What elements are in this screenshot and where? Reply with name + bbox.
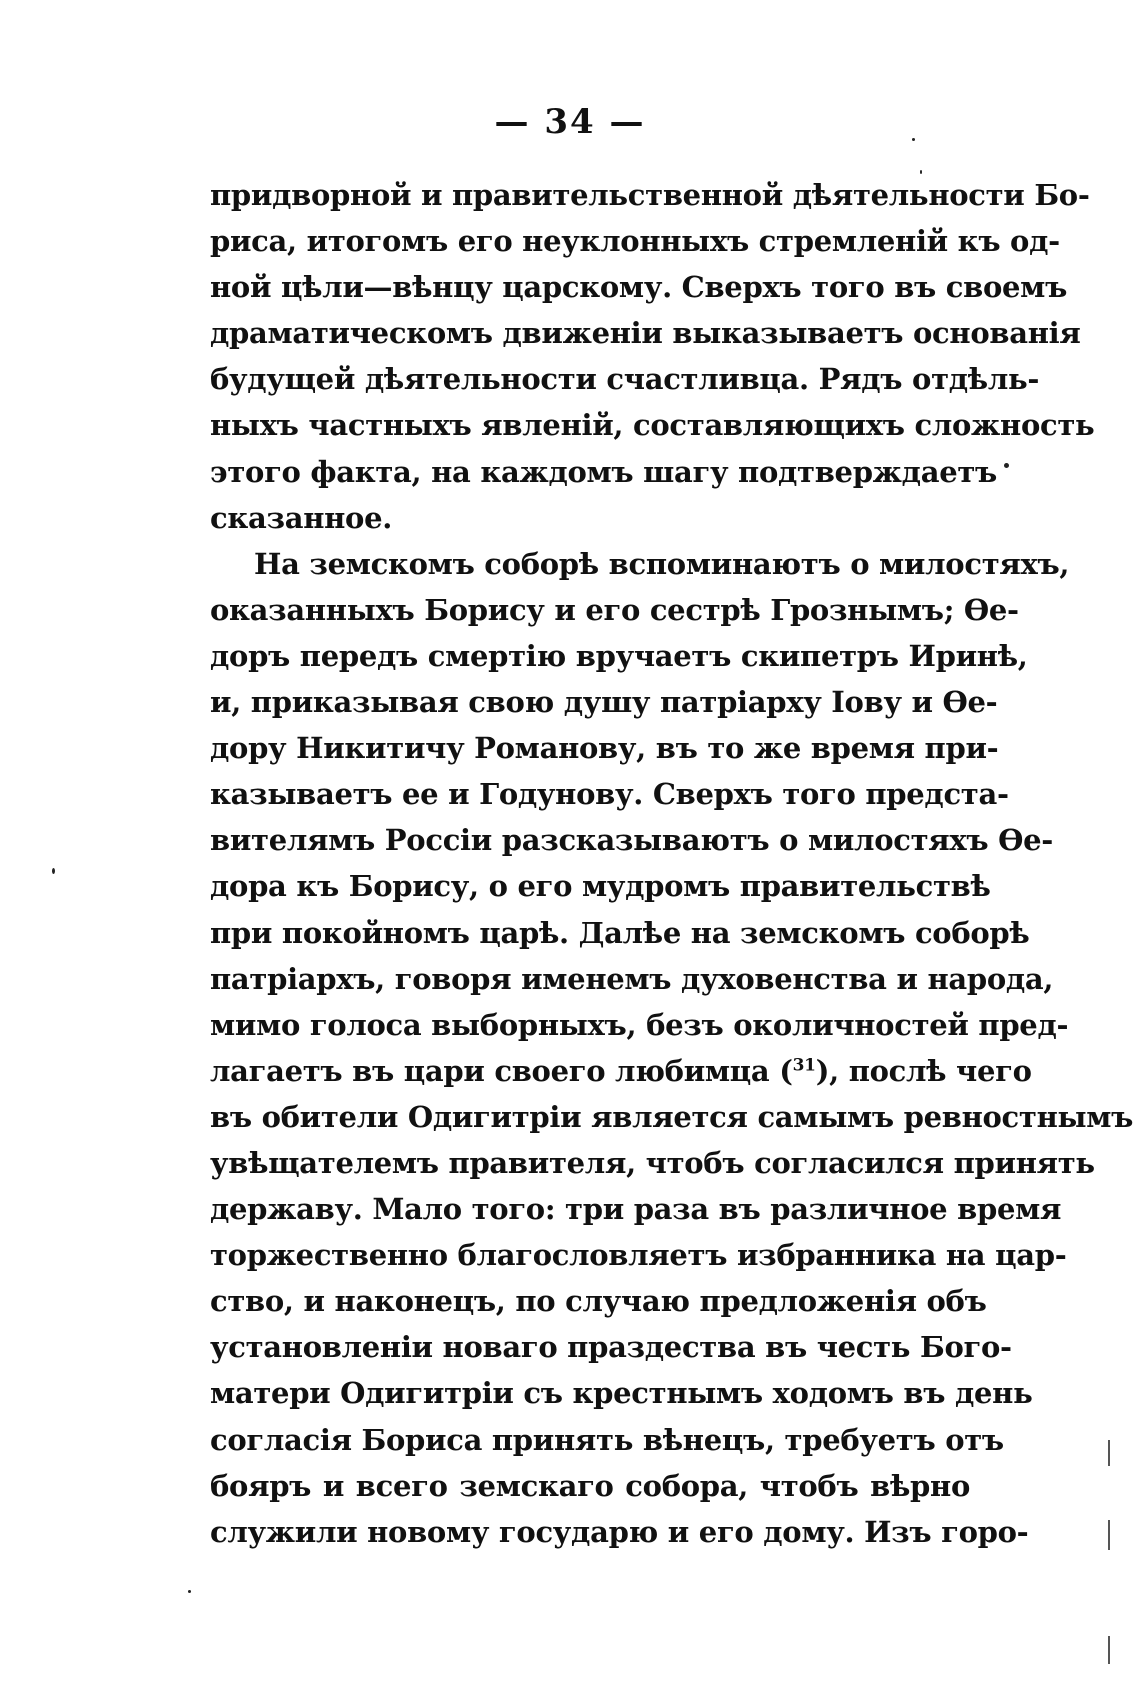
scan-edge-mark — [1108, 1520, 1110, 1550]
text-line: будущей дѣятельности счастливца. Рядъ отдѣль- — [210, 362, 1040, 397]
scan-speck — [912, 138, 915, 141]
text-line: этого факта, на каждомъ шагу подтверждаетъ — [210, 454, 997, 489]
text-line: оказанныхъ Борису и его сестрѣ Грознымъ; Ѳе- — [210, 592, 1019, 627]
scan-speck — [920, 170, 922, 174]
text-line: бояръ и всего земскаго собора, чтобъ вѣрно — [210, 1468, 970, 1503]
scan-edge-mark — [1108, 1636, 1110, 1664]
text-line: торжественно благословляетъ избранника на цар- — [210, 1238, 1067, 1273]
scan-speck — [188, 1590, 191, 1593]
text-line: ство, и наконецъ, по случаю предложенія объ — [210, 1284, 987, 1319]
text-line: вителямъ Россіи разсказываютъ о милостяхъ Ѳе- — [210, 823, 1053, 858]
text-line: дору Никитичу Романову, въ то же время при- — [210, 731, 999, 766]
text-line: служили новому государю и его дому. Изъ горо- — [210, 1514, 1029, 1549]
text-line: казываетъ ее и Годунову. Сверхъ того предста- — [210, 777, 1009, 812]
text-line-with-footnote — [210, 1048, 1032, 1094]
page-number: — 34 — — [494, 102, 646, 142]
text-line: ныхъ частныхъ явленій, составляющихъ сложность — [210, 408, 1095, 443]
text-line: увѣщателемъ правителя, чтобъ согласился принять — [210, 1145, 1095, 1180]
text-line: драматическомъ движеніи выказываетъ основанія — [210, 316, 1081, 351]
footnote-reference: 31 — [792, 1055, 816, 1076]
text-line: при покойномъ царѣ. Далѣе на земскомъ соборѣ — [210, 915, 1030, 950]
text-line: мимо голоса выборныхъ, безъ околичностей пред- — [210, 1007, 1069, 1042]
text-line: и, приказывая свою душу патріарху Іову и Ѳе- — [210, 685, 998, 720]
scan-edge-mark — [1108, 1440, 1110, 1466]
body-text — [210, 172, 1134, 1555]
text-line: дора къ Борису, о его мудромъ правительствѣ — [210, 869, 991, 904]
text-fragment: лагаетъ въ цари своего любимца ( — [210, 1053, 793, 1088]
text-line: установленіи новаго праздества въ честь Бого- — [210, 1330, 1012, 1365]
text-line: На земскомъ соборѣ вспоминаютъ о милостяхъ, — [254, 546, 1070, 581]
scan-speck — [52, 868, 55, 874]
text-line: матери Одигитріи съ крестнымъ ходомъ въ день — [210, 1376, 1033, 1411]
text-line: патріархъ, говоря именемъ духовенства и народа, — [210, 961, 1054, 996]
scan-speck — [1004, 463, 1009, 468]
text-fragment: ), послѣ чего — [815, 1053, 1032, 1088]
text-line: доръ передъ смертію вручаетъ скипетръ Иринѣ, — [210, 638, 1028, 673]
text-line: придворной и правительственной дѣятельности Бо- — [210, 178, 1090, 212]
text-line: державу. Мало того: три раза въ различное время — [210, 1192, 1062, 1227]
text-line: риса, итогомъ его неуклонныхъ стремленій къ од- — [210, 224, 1060, 259]
text-line: ной цѣли—вѣнцу царскому. Сверхъ того въ своемъ — [210, 270, 1068, 305]
text-line: въ обители Одигитріи является самымъ ревностнымъ — [210, 1099, 1134, 1134]
text-line: сказанное. — [210, 500, 393, 535]
text-line: согласія Бориса принять вѣнецъ, требуетъ отъ — [210, 1422, 1004, 1457]
